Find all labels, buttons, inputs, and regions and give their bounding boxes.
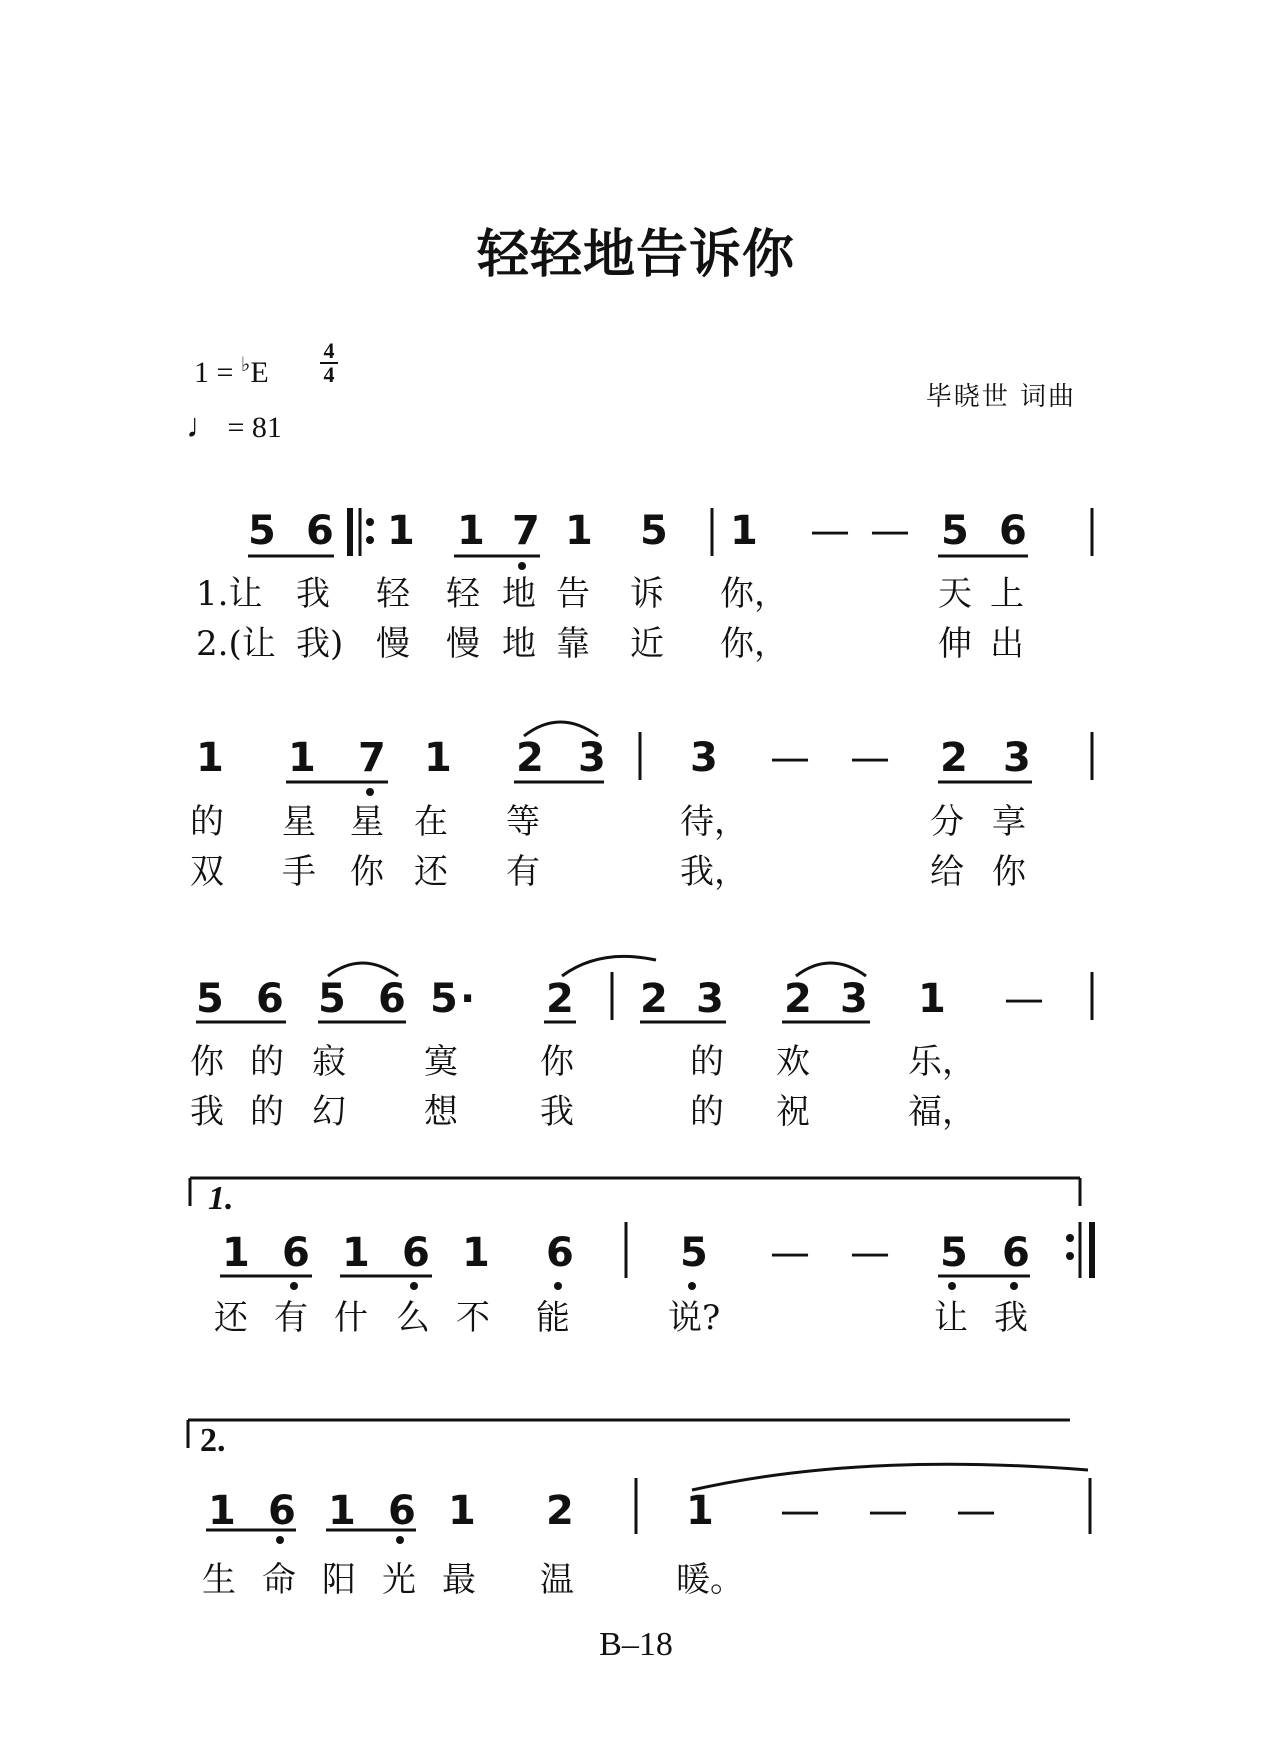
lyric: 轻 [376,574,410,614]
lyric: 的 [250,1092,284,1132]
page-number: B–18 [599,1626,673,1663]
lyric: 光 [382,1560,416,1600]
lyric: 不 [456,1298,490,1338]
lyric: 最 [442,1560,476,1600]
lyric: 寂 [312,1042,346,1082]
low-octave-dot [688,1282,696,1290]
lyric: 上 [990,574,1024,614]
note: 1 [462,1230,490,1276]
note: 1 [328,1488,356,1534]
note: 5 [248,508,276,554]
slur [796,963,866,976]
note: 1 [222,1230,250,1276]
lyric: 手 [282,852,316,892]
note-dash: — [850,735,890,781]
low-octave-dot [290,1282,298,1290]
lyric: 地 [502,624,536,664]
note: 1 [387,508,415,554]
lyric: 1.让 [196,574,263,614]
flat-symbol: ♭ [240,354,251,376]
octave-dots [276,518,1074,1544]
lyric: 生 [202,1560,236,1600]
lyric: 想 [424,1092,458,1132]
note-dash: — [770,1230,810,1276]
lyric: 你 [350,852,384,892]
lyric: 我 [540,1092,574,1132]
lyric: 的 [250,1042,284,1082]
lyric: 近 [630,624,664,664]
note: 3 [1003,735,1031,781]
lyric: 么 [396,1298,430,1338]
lyric: 我， [680,852,748,892]
lyric: 让 [934,1298,968,1338]
note: 5 [196,976,224,1022]
lyric: 我 [994,1298,1028,1338]
lyric: 阳 [322,1560,356,1600]
low-octave-dot [948,1282,956,1290]
lyric: 天 [938,574,972,614]
note: 6 [1002,1230,1030,1276]
tie [692,1464,1088,1490]
quarter-note-icon: ♩ [186,408,220,445]
note-dash: — [870,508,910,554]
repeat-dot [366,536,374,544]
lyric: 星 [350,802,384,842]
time-top: 4 [323,338,335,363]
lyric: 暖。 [676,1560,744,1600]
note-dash: — [770,735,810,781]
note: 5 [940,1230,968,1276]
note: 2 [784,976,812,1022]
note: 5 [640,508,668,554]
lyric: 双 [190,852,224,892]
lyric: 靠 [556,624,590,664]
lyric: 诉 [630,574,664,614]
note: 5 [430,976,458,1022]
lyric: 什 [334,1298,368,1338]
note: 1 [686,1488,714,1534]
lyric: 有 [274,1298,308,1338]
lyric: 祝 [776,1092,810,1132]
note: 1 [342,1230,370,1276]
lyric: 你 [992,852,1026,892]
note-dot: · [460,976,476,1022]
author-credit: 毕晓世 词曲 [925,382,1076,412]
page-title: 轻轻地告诉你 [476,225,795,285]
lyric: 在 [414,802,448,842]
note: 3 [690,735,718,781]
lyric: 福， [908,1092,976,1132]
lyric: 分 [930,802,964,842]
note: 6 [999,508,1027,554]
lyric: 你 [190,1042,224,1082]
lyric: 还 [414,852,448,892]
lyric: 慢 [376,624,410,664]
low-octave-dot [396,1536,404,1544]
low-octave-dot [366,788,374,796]
lyric: 告 [556,574,590,614]
lyric: 的 [690,1042,724,1082]
lyric: 轻 [446,574,480,614]
note: 6 [306,508,334,554]
note: 1 [457,508,485,554]
note: 1 [565,508,593,554]
lyric: 2.(让 [196,624,276,664]
lyric: 慢 [446,624,480,664]
repeat-dot [366,518,374,526]
note: 1 [196,735,224,781]
lyric: 星 [282,802,316,842]
time-bottom: 4 [323,362,335,387]
repeat-dot [1066,1234,1074,1242]
volta-1-label: 1. [208,1180,234,1217]
low-octave-dot [276,1536,284,1544]
lyric: 命 [262,1560,296,1600]
note-dash: — [810,508,850,554]
lyric: 能 [536,1298,570,1338]
note: 2 [940,735,968,781]
key-prefix: 1 = [194,356,241,389]
volta-2-label: 2. [200,1422,226,1459]
lyric: 我 [190,1092,224,1132]
note: 6 [388,1488,416,1534]
lyric: 的 [690,1092,724,1132]
repeat-dot [1066,1252,1074,1260]
lyric: 的 [190,802,224,842]
note: 5 [941,508,969,554]
slur [562,956,656,976]
note: 6 [282,1230,310,1276]
note-dash: — [780,1488,820,1534]
note: 1 [730,508,758,554]
note: 6 [546,1230,574,1276]
lyric: 等 [506,802,540,842]
lyric: 欢 [776,1042,810,1082]
lyric: 温 [540,1560,574,1600]
lyric: 伸 [938,624,972,664]
lyric: 我 [296,574,330,614]
lyric: 你， [720,624,788,664]
slur [328,963,398,976]
note-dash: — [1004,976,1044,1022]
note: 2 [546,976,574,1022]
low-octave-dot [554,1282,562,1290]
lyric: 我) [296,624,344,664]
note: 2 [516,735,544,781]
note: 1 [288,735,316,781]
lyric: 幻 [312,1092,346,1132]
lyric: 你 [540,1042,574,1082]
lyric: 待， [680,802,748,842]
note: 5 [680,1230,708,1276]
note: 3 [696,976,724,1022]
note: 7 [512,508,540,554]
note: 3 [578,735,606,781]
note: 2 [546,1488,574,1534]
note: 3 [840,976,868,1022]
lyric: 给 [930,852,964,892]
low-octave-dot [518,562,526,570]
note-dash: — [850,1230,890,1276]
note: 1 [448,1488,476,1534]
note: 2 [640,976,668,1022]
note: 5 [318,976,346,1022]
lyric: 地 [502,574,536,614]
key-note: E [250,356,269,389]
tempo-value: = 81 [227,411,282,444]
lyric: 享 [992,802,1026,842]
slur [524,722,598,736]
note: 6 [268,1488,296,1534]
note-dash: — [956,1488,996,1534]
note: 6 [378,976,406,1022]
lyric: 你， [720,574,788,614]
low-octave-dot [410,1282,418,1290]
note: 1 [918,976,946,1022]
note: 1 [424,735,452,781]
lyric: 寞 [424,1042,458,1082]
note: 7 [358,735,386,781]
note: 1 [208,1488,236,1534]
note-dash: — [868,1488,908,1534]
lyric: 说? [668,1298,721,1338]
lyric: 有 [506,852,540,892]
low-octave-dot [1010,1282,1018,1290]
note: 6 [402,1230,430,1276]
lyric: 乐， [908,1042,976,1082]
lyric: 出 [990,624,1024,664]
lyric: 还 [214,1298,248,1338]
note: 6 [256,976,284,1022]
